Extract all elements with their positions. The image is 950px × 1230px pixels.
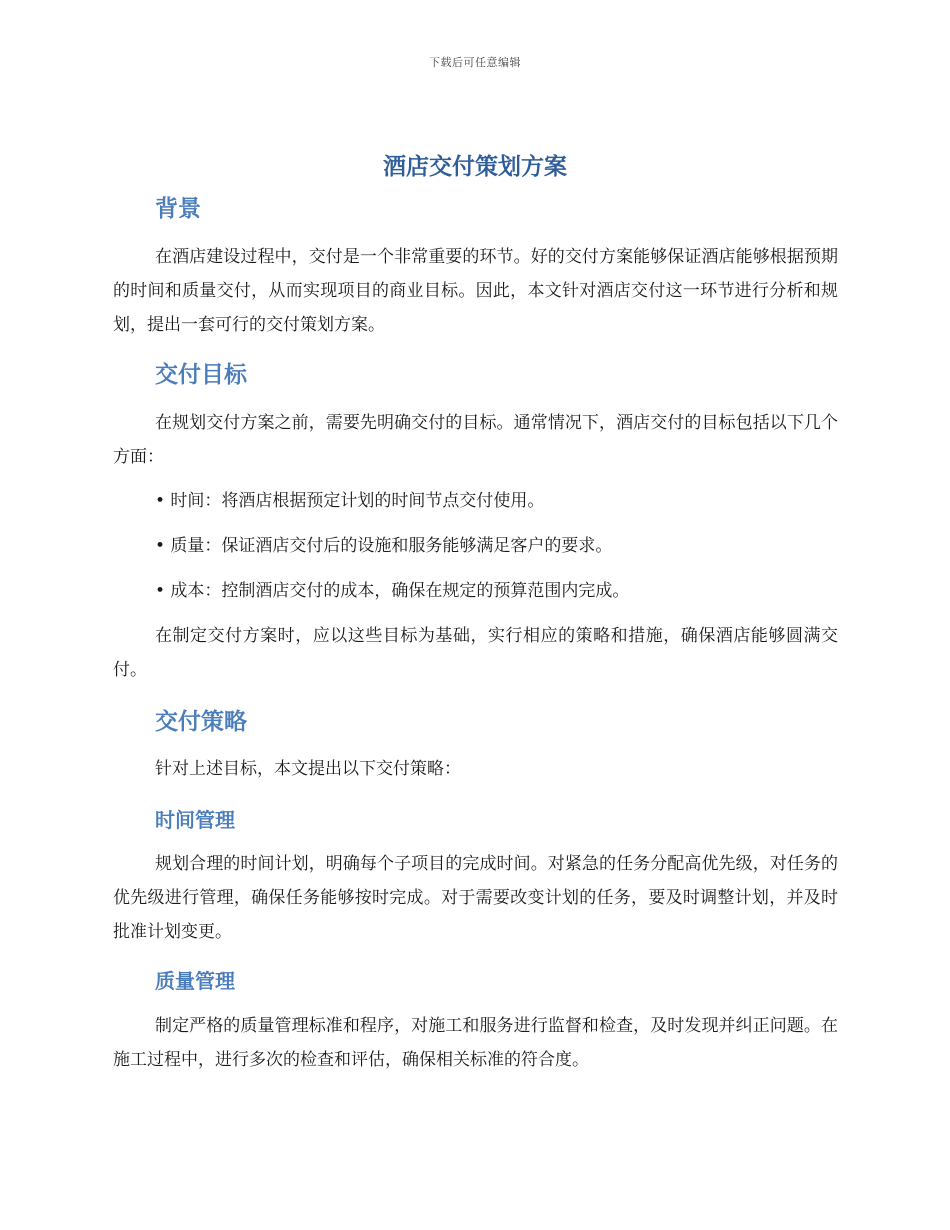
paragraph-quality-management: 制定严格的质量管理标准和程序，对施工和服务进行监督和检查，及时发现并纠正问题。在施工过程中，进行多次的检查和评估，确保相关标准的符合度。 — [113, 1016, 838, 1070]
paragraph-time-management: 规划合理的时间计划，明确每个子项目的完成时间。对紧急的任务分配高优先级，对任务的优先级进行管理，确保任务能够按时完成。对于需要改变计划的任务，要及时调整计划，并及时批准计划变更。 — [113, 854, 838, 942]
header-note: 下载后可任意编辑 — [429, 56, 521, 69]
paragraph-background: 在酒店建设过程中，交付是一个非常重要的环节。好的交付方案能够保证酒店能够根据预期的时间和质量交付，从而实现项目的商业目标。因此，本文针对酒店交付这一环节进行分析和规划，提出一套可行的交付策划方案。 — [113, 247, 838, 335]
paragraph-goals-intro: 在规划交付方案之前，需要先明确交付的目标。通常情况下，酒店交付的目标包括以下几个方面： — [113, 413, 838, 467]
heading-goals: 交付目标 — [155, 362, 247, 388]
bullet-cost: • 成本：控制酒店交付的成本，确保在规定的预算范围内完成。 — [155, 581, 630, 601]
heading-quality-management: 质量管理 — [155, 969, 235, 993]
document-title: 酒店交付策划方案 — [383, 154, 567, 180]
paragraph-goals-outro: 在制定交付方案时，应以这些目标为基础，实行相应的策略和措施，确保酒店能够圆满交付。 — [113, 626, 838, 680]
paragraph-strategy-intro: 针对上述目标，本文提出以下交付策略： — [155, 759, 461, 779]
heading-background: 背景 — [155, 196, 201, 222]
bullet-time: • 时间：将酒店根据预定计划的时间节点交付使用。 — [155, 491, 545, 511]
bullet-quality: • 质量：保证酒店交付后的设施和服务能够满足客户的要求。 — [155, 536, 613, 556]
heading-strategy: 交付策略 — [155, 709, 247, 735]
heading-time-management: 时间管理 — [155, 808, 235, 832]
